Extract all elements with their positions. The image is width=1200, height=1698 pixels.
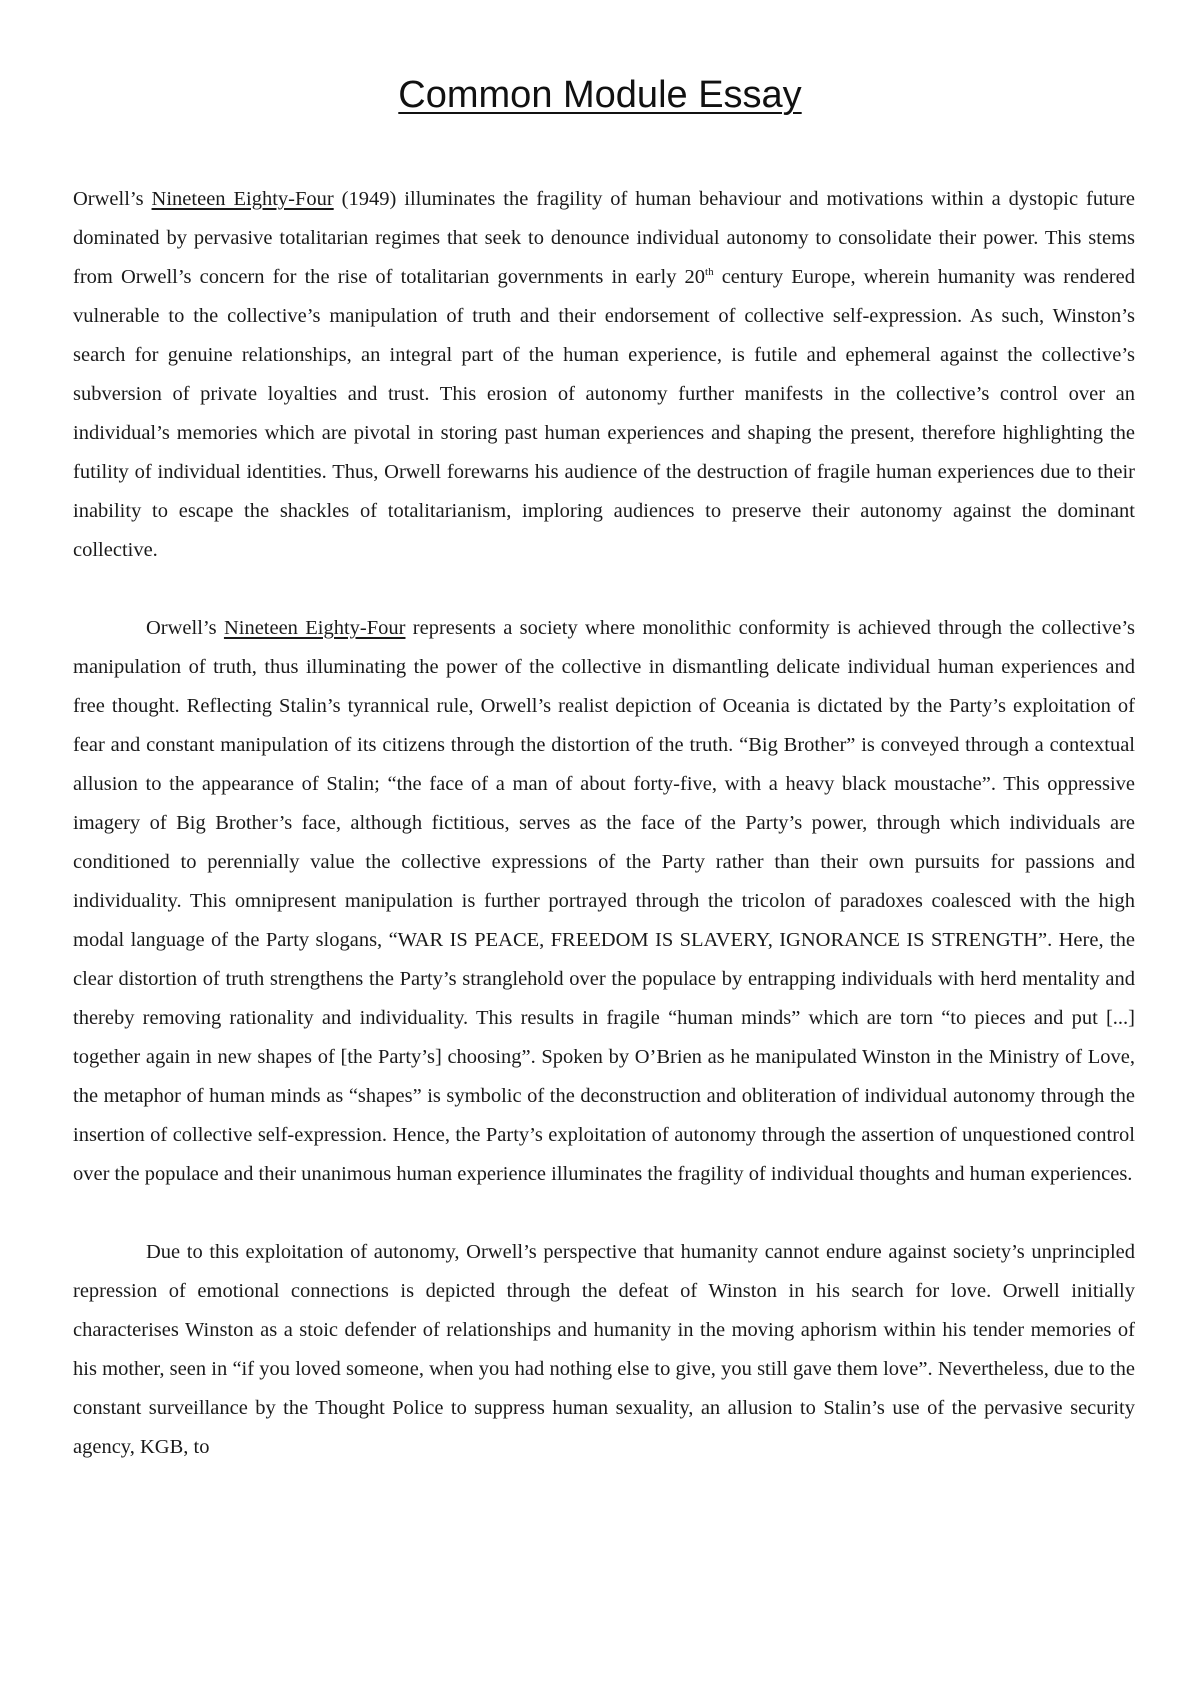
paragraph-body-1 xyxy=(73,609,1135,1194)
page-title: Common Module Essay xyxy=(398,74,802,116)
book-title: Nineteen Eighty-Four xyxy=(151,188,334,210)
paragraph-text: Orwell’s xyxy=(73,188,152,210)
paragraph-body-2: Due to this exploitation of autonomy, Orwell’s perspective that humanity cannot endure against society’s unprincipled repression of emotional connections is depicted through the defeat of Winston in his search for love. Orwell initially characterises Winston as a stoic defender of relationships and humanity in the moving aphorism within his tender memories of his mother, seen in “if you loved someone, when you had nothing else to give, you still gave them love”. Nevertheless, due to the constant surveillance by the Thought Police to suppress human sexuality, an allusion to Stalin’s use of the pervasive security agency, KGB, to xyxy=(73,1241,1135,1458)
ordinal-suffix: th xyxy=(705,266,714,279)
paragraph-introduction xyxy=(73,180,1135,570)
paragraph-text: Orwell’s xyxy=(146,617,224,639)
paragraph-text: century Europe, wherein humanity was rendered vulnerable to the collective’s manipulation of truth and their endorsement of collective self-expression. As such, Winston’s search for genuine relationships, an integral part of the human experience, is futile and ephemeral against the collective’s subversion of private loyalties and trust. This erosion of autonomy further manifests in the collective’s control over an individual’s memories which are pivotal in storing past human experiences and shaping the present, therefore highlighting the futility of individual identities. Thus, Orwell forewarns his audience of the destruction of fragile human experiences due to their inability to escape the shackles of totalitarianism, imploring audiences to preserve their autonomy against the dominant collective. xyxy=(73,266,1135,561)
book-title: Nineteen Eighty-Four xyxy=(223,617,406,639)
paragraph-text: (1949) illuminates the fragility of human behaviour and motivations within a dystopic future dominated by pervasive totalitarian regimes that seek to denounce individual autonomy to consolidate their power. This stems from Orwell’s concern for the rise of totalitarian governments in early 20 xyxy=(73,188,1135,288)
essay-body xyxy=(73,180,1135,1506)
paragraph-text: represents a society where monolithic conformity is achieved through the collective’s manipulation of truth, thus illuminating the power of the collective in dismantling delicate individual human experiences and free thought. Reflecting Stalin’s tyrannical rule, Orwell’s realist depiction of Oceania is dictated by the Party’s exploitation of fear and constant manipulation of its citizens through the distortion of the truth. “Big Brother” is conveyed through a contextual allusion to the appearance of Stalin; “the face of a man of about forty-five, with a heavy black moustache”. This oppressive imagery of Big Brother’s face, although fictitious, serves as the face of the Party’s power, through which individuals are conditioned to perennially value the collective expressions of the Party rather than their own pursuits for passions and individuality. This omnipresent manipulation is further portrayed through the tricolon of paradoxes coalesced with the high modal language of the Party slogans, “WAR IS PEACE, FREEDOM IS SLAVERY, IGNORANCE IS STRENGTH”. Here, the clear distortion of truth strengthens the Party’s stranglehold over the populace by entrapping individuals with herd mentality and thereby removing rationality and individuality. This results in fragile “human minds” which are torn “to pieces and put [...] together again in new shapes of [the Party’s] choosing”. Spoken by O’Brien as he manipulated Winston in the Ministry of Love, the metaphor of human minds as “shapes” is symbolic of the deconstruction and obliteration of individual autonomy through the insertion of collective self-expression. Hence, the Party’s exploitation of autonomy through the assertion of unquestioned control over the populace and their unanimous human experience illuminates the fragility of individual thoughts and human experiences. xyxy=(73,617,1135,1185)
